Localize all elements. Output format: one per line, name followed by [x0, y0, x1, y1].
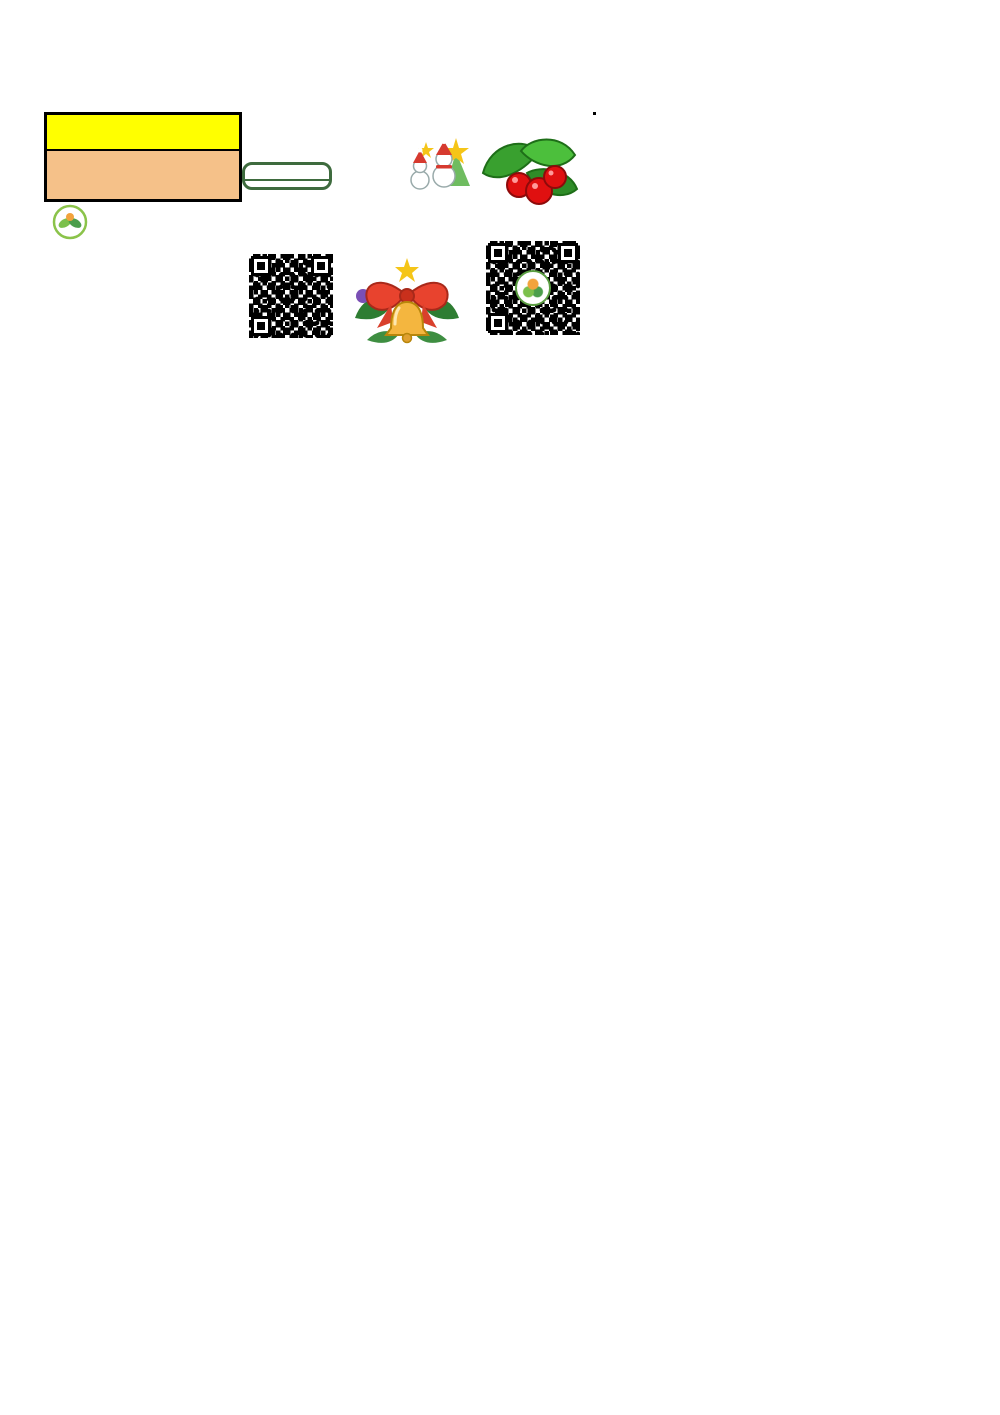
bow-knot [400, 289, 414, 303]
snowman-body [411, 171, 429, 189]
qr-finder-icon [251, 256, 271, 276]
standard-average-kcal [47, 151, 239, 199]
shizenha-logo-sub [245, 179, 329, 187]
star-icon [395, 258, 419, 282]
average-kcal-box [44, 112, 242, 202]
qr-finder-icon [251, 316, 271, 336]
qr-code [249, 254, 333, 338]
holly-icon [477, 127, 581, 215]
shizenha-kyushoku-logo [242, 162, 332, 190]
qr-code-with-logo [486, 241, 580, 335]
qr-finder-icon [311, 256, 331, 276]
december-snowman-graphic [338, 124, 480, 258]
qr-finder-icon [488, 313, 508, 333]
central-foods-emblem-icon [52, 204, 88, 240]
qr-center-logo-icon [515, 270, 551, 306]
monthly-average-kcal [47, 115, 239, 151]
qr-finder-icon [488, 243, 508, 263]
qr-finder-icon [558, 243, 578, 263]
first-week-table [593, 112, 596, 115]
nutrition-notice [40, 242, 248, 243]
bell-ornament-icon [347, 256, 467, 351]
central-foods-logo [52, 204, 94, 240]
